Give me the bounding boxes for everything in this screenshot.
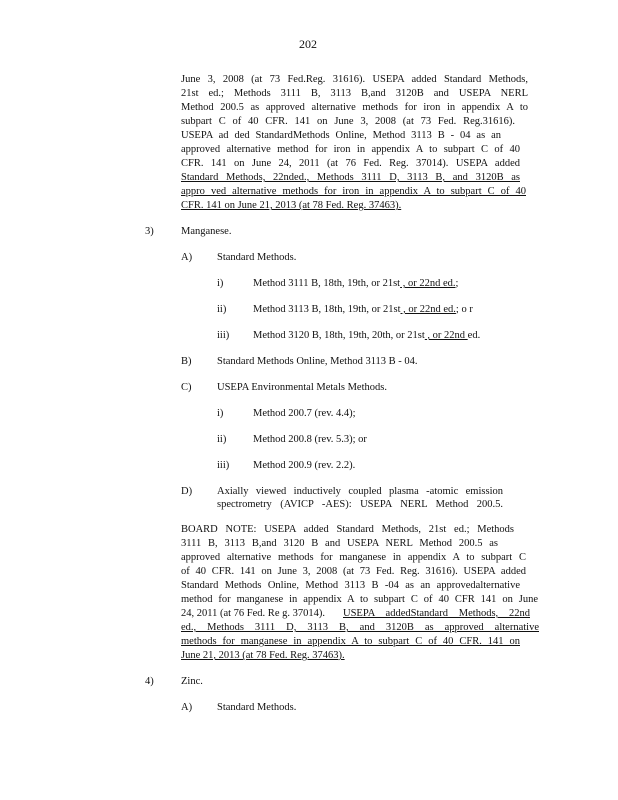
text-line-amended: appro ved alternative methods for iron in appendix A to subpart C of 40 — [181, 186, 526, 197]
subitem-text-amended: , or 22nd — [424, 330, 468, 341]
subitem-text-tail: ed. — [467, 330, 481, 341]
subitem-text-amended: , or 22nd ed. — [400, 278, 456, 289]
note-line: approved alternative methods for manganese in appendix A to subpart C — [181, 552, 526, 563]
subitem-text-amended: , or 22nd ed. — [400, 304, 456, 315]
subitem-number: i) — [217, 278, 224, 289]
item-c-text: USEPA Environmental Metals Methods. — [217, 382, 387, 393]
item-d-label: D) — [181, 486, 193, 497]
item-d-text: spectrometry (AVICP -AES): USEPA NERL Method 200.5. — [217, 499, 503, 510]
item-a-text: Standard Methods. — [217, 702, 297, 713]
subitem-text-tail: ; — [455, 278, 459, 289]
subitem-text-main: Method 3120 B, 18th, 19th, 20th, or 21st — [253, 330, 425, 341]
note-line: of 40 CFR. 141 on June 3, 2008 (at 73 Fed. Reg. 31616). USEPA added — [181, 566, 526, 577]
note-line: method for manganese in appendix A to subpart C of 40 CFR 141 on June — [181, 594, 538, 605]
section-4-title: Zinc. — [181, 676, 203, 687]
text-line-amended: Standard Methods, 22nded., Methods 3111 D, 3113 B, and 3120B as — [181, 172, 520, 183]
text-line: CFR. 141 on June 24, 2011 (at 76 Fed. Reg. 37014). USEPA added — [181, 158, 520, 169]
subitem-text — [253, 304, 473, 315]
text-line: June 3, 2008 (at 73 Fed.Reg. 31616). USEPA added Standard Methods, — [181, 74, 528, 85]
subitem-text-main: Method 3113 B, 18th, 19th, or 21st — [253, 304, 401, 315]
item-c-label: C) — [181, 382, 192, 393]
note-line: 24, 2011 (at 76 Fed. Re g. 37014). — [181, 608, 325, 619]
item-a-label: A) — [181, 252, 193, 263]
note-line-amended: June 21, 2013 (at 78 Fed. Reg. 37463). — [181, 650, 345, 661]
section-4-number: 4) — [145, 676, 154, 687]
note-line-amended: ed., Methods 3111 D, 3113 B, and 3120B as approved alternative — [181, 622, 539, 633]
section-3-title: Manganese. — [181, 226, 232, 237]
subitem-number: ii) — [217, 434, 227, 445]
note-line: BOARD NOTE: USEPA added Standard Methods, 21st ed.; Methods — [181, 524, 514, 535]
subitem-number: i) — [217, 408, 224, 419]
subitem-text: Method 200.8 (rev. 5.3); or — [253, 434, 367, 445]
note-line: 3111 B, 3113 B,and 3120 B and USEPA NERL Method 200.5 as — [181, 538, 498, 549]
subitem-number: iii) — [217, 460, 230, 471]
subitem-text — [253, 330, 480, 341]
subitem-text: Method 200.7 (rev. 4.4); — [253, 408, 356, 419]
item-a-label: A) — [181, 702, 193, 713]
subitem-text: Method 200.9 (rev. 2.2). — [253, 460, 356, 471]
text-line: approved alternative method for iron in appendix A to subpart C of 40 — [181, 144, 520, 155]
text-line: 21st ed.; Methods 3111 B, 3113 B,and 3120B and USEPA NERL — [181, 88, 528, 99]
section-3-number: 3) — [145, 226, 154, 237]
text-line: Method 200.5 as approved alternative methods for iron in appendix A to — [181, 102, 528, 113]
item-d-text: Axially viewed inductively coupled plasma -atomic emission — [217, 486, 503, 497]
item-a-text: Standard Methods. — [217, 252, 297, 263]
subitem-text-tail: ; o r — [455, 304, 473, 315]
text-line: subpart C of 40 CFR. 141 on June 3, 2008 (at 73 Fed. Reg.31616). — [181, 116, 515, 127]
subitem-number: ii) — [217, 304, 227, 315]
page-number: 202 — [299, 37, 317, 51]
text-line: USEPA ad ded StandardMethods Online, Method 3113 B - 04 as an — [181, 130, 501, 141]
item-b-label: B) — [181, 356, 192, 367]
text-line-amended: CFR. 141 on June 21, 2013 (at 78 Fed. Reg. 37463). — [181, 200, 402, 211]
subitem-text-main: Method 3111 B, 18th, 19th, or 21st — [253, 278, 401, 289]
note-line-amended: USEPA addedStandard Methods, 22nd — [343, 608, 530, 619]
note-line-amended: methods for manganese in appendix A to subpart C of 40 CFR. 141 on — [181, 636, 520, 647]
subitem-number: iii) — [217, 330, 230, 341]
note-line: Standard Methods Online, Method 3113 B -04 as an approvedalternative — [181, 580, 520, 591]
subitem-text — [253, 278, 458, 289]
item-b-text: Standard Methods Online, Method 3113 B - 04. — [217, 356, 418, 367]
